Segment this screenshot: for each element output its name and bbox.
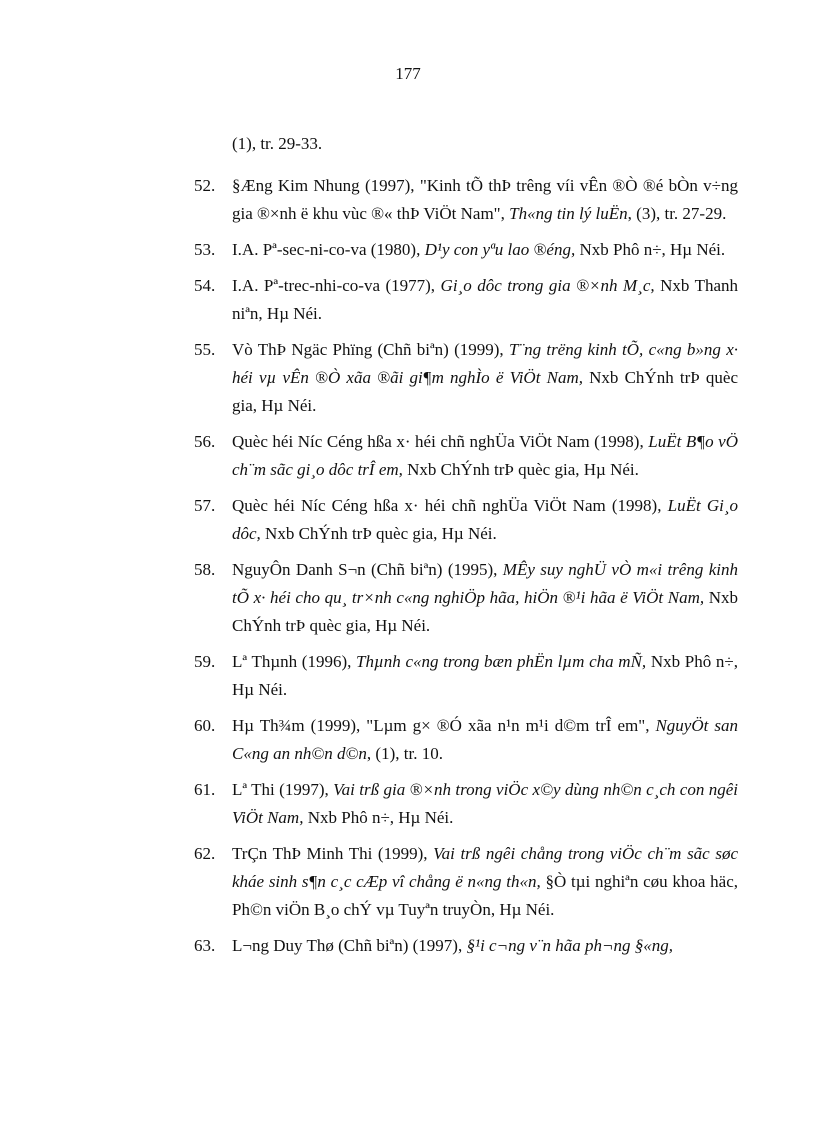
reference-author-text: Quèc héi Níc Céng hßa x· héi chñ nghÜa ViÖt Nam (1998), <box>232 432 649 451</box>
reference-title: §¹i c¬ng v¨n hãa ph¬ng §«ng, <box>466 936 673 955</box>
reference-title: Vai trß ngêi chång trong viÖc ch¨m sãc søc kháe sinh s¶n c¸c cÆp vî chång ë n«ng th«n, <box>232 844 739 891</box>
reference-item <box>154 556 738 640</box>
reference-author-text: TrÇn ThÞ Minh Thi (1999), <box>232 844 434 863</box>
reference-number: 52. <box>194 176 216 195</box>
reference-author-text: I.A. Pª-sec-ni-co-va (1980), <box>232 240 425 259</box>
reference-number: 57. <box>194 496 216 515</box>
reference-publisher: Nxb Thanh niªn, Hµ Néi. <box>232 276 738 323</box>
reference-number: 53. <box>194 240 216 259</box>
reference-number: 55. <box>194 340 216 359</box>
reference-title: Th«ng tin lý luËn <box>509 204 628 223</box>
reference-title: NguyÖt san C«ng an nh©n d©n <box>232 716 738 763</box>
reference-item <box>154 492 738 548</box>
reference-entries <box>154 172 738 960</box>
reference-title: LuËt B¶o vÖ ch¨m sãc gi¸o dôc trÎ em, <box>232 432 738 479</box>
reference-item <box>154 648 738 704</box>
reference-publisher: Nxb ChÝnh trÞ quèc gia, Hµ Néi. <box>232 368 738 415</box>
reference-item <box>154 932 738 960</box>
reference-author-text: Hµ Th¾m (1999), "Lµm g× ®Ó xãa n¹n m¹i d©m trÎ em", <box>232 716 656 735</box>
reference-title: MÊy suy nghÜ vÒ m«i trêng kinh tÕ x· héi cho qu¸ tr×nh c«ng nghiÖp hãa, hiÖn ®¹i hãa ë ViÖt Nam, <box>232 560 738 607</box>
reference-title: Gi¸o dôc trong gia ®×nh M¸c, <box>440 276 655 295</box>
reference-author-text: Vò ThÞ Ngäc Phïng (Chñ biªn) (1999), <box>232 340 509 359</box>
reference-publisher: Nxb ChÝnh trÞ quèc gia, Hµ Néi. <box>232 588 738 635</box>
reference-author-text: L¬ng Duy Thø (Chñ biªn) (1997), <box>232 936 467 955</box>
reference-author-text: §Æng Kim Nhung (1997), "Kinh tÕ thÞ trêng víi vÊn ®Ò ®é bÒn v÷ng gia ®×nh ë khu vùc ®« thÞ ViÖt Nam", <box>232 176 738 223</box>
reference-item <box>154 236 738 264</box>
reference-title: Thµnh c«ng trong bæn phËn lµm cha mÑ, <box>356 652 647 671</box>
reference-number: 62. <box>194 844 216 863</box>
reference-publisher: Nxb Phô n÷, Hµ Néi. <box>575 240 726 259</box>
reference-number: 60. <box>194 716 216 735</box>
reference-publisher: Nxb ChÝnh trÞ quèc gia, Hµ Néi. <box>402 460 639 479</box>
reference-publisher: §Ò tµi nghiªn cøu khoa häc, Ph©n viÖn B¸o chÝ vµ Tuyªn truyÒn, Hµ Néi. <box>232 872 738 919</box>
reference-publisher: , (1), tr. 10. <box>366 744 443 763</box>
reference-title: T¨ng trëng kinh tÕ, c«ng b»ng x· héi vµ vÊn ®Ò xãa ®ãi gi¶m nghÌo ë ViÖt Nam, <box>232 340 738 387</box>
reference-publisher: , (3), tr. 27-29. <box>627 204 727 223</box>
reference-number: 58. <box>194 560 216 579</box>
reference-item <box>154 840 738 924</box>
reference-item <box>154 172 738 228</box>
reference-publisher: Nxb Phô n÷, Hµ Néi. <box>303 808 454 827</box>
reference-author-text: Quèc héi Níc Céng hßa x· héi chñ nghÜa ViÖt Nam (1998), <box>232 496 668 515</box>
reference-number: 63. <box>194 936 216 955</box>
page-number: 177 <box>395 64 421 83</box>
reference-author-text: Lª Thµnh (1996), <box>232 652 357 671</box>
reference-number: 61. <box>194 780 216 799</box>
reference-item <box>154 712 738 768</box>
reference-item <box>154 776 738 832</box>
reference-number: 54. <box>194 276 216 295</box>
reference-item <box>154 428 738 484</box>
reference-item <box>154 272 738 328</box>
reference-title: Vai trß gia ®×nh trong viÖc x©y dùng nh©n c¸ch con ngêi ViÖt Nam, <box>232 780 738 827</box>
reference-title: LuËt Gi¸o dôc, <box>232 496 738 543</box>
reference-title: D¹y con yªu lao ®éng, <box>424 240 576 259</box>
reference-continuation: (1), tr. 29-33. <box>232 134 323 153</box>
reference-item <box>154 336 738 420</box>
reference-number: 59. <box>194 652 216 671</box>
reference-author-text: NguyÔn Danh S¬n (Chñ biªn) (1995), <box>232 560 503 579</box>
reference-author-text: Lª Thi (1997), <box>232 780 334 799</box>
reference-publisher: Nxb ChÝnh trÞ quèc gia, Hµ Néi. <box>260 524 497 543</box>
reference-author-text: I.A. Pª-trec-nhi-co-va (1977), <box>232 276 441 295</box>
reference-list <box>154 130 738 968</box>
reference-publisher: Nxb Phô n÷, Hµ Néi. <box>232 652 738 699</box>
reference-number: 56. <box>194 432 216 451</box>
